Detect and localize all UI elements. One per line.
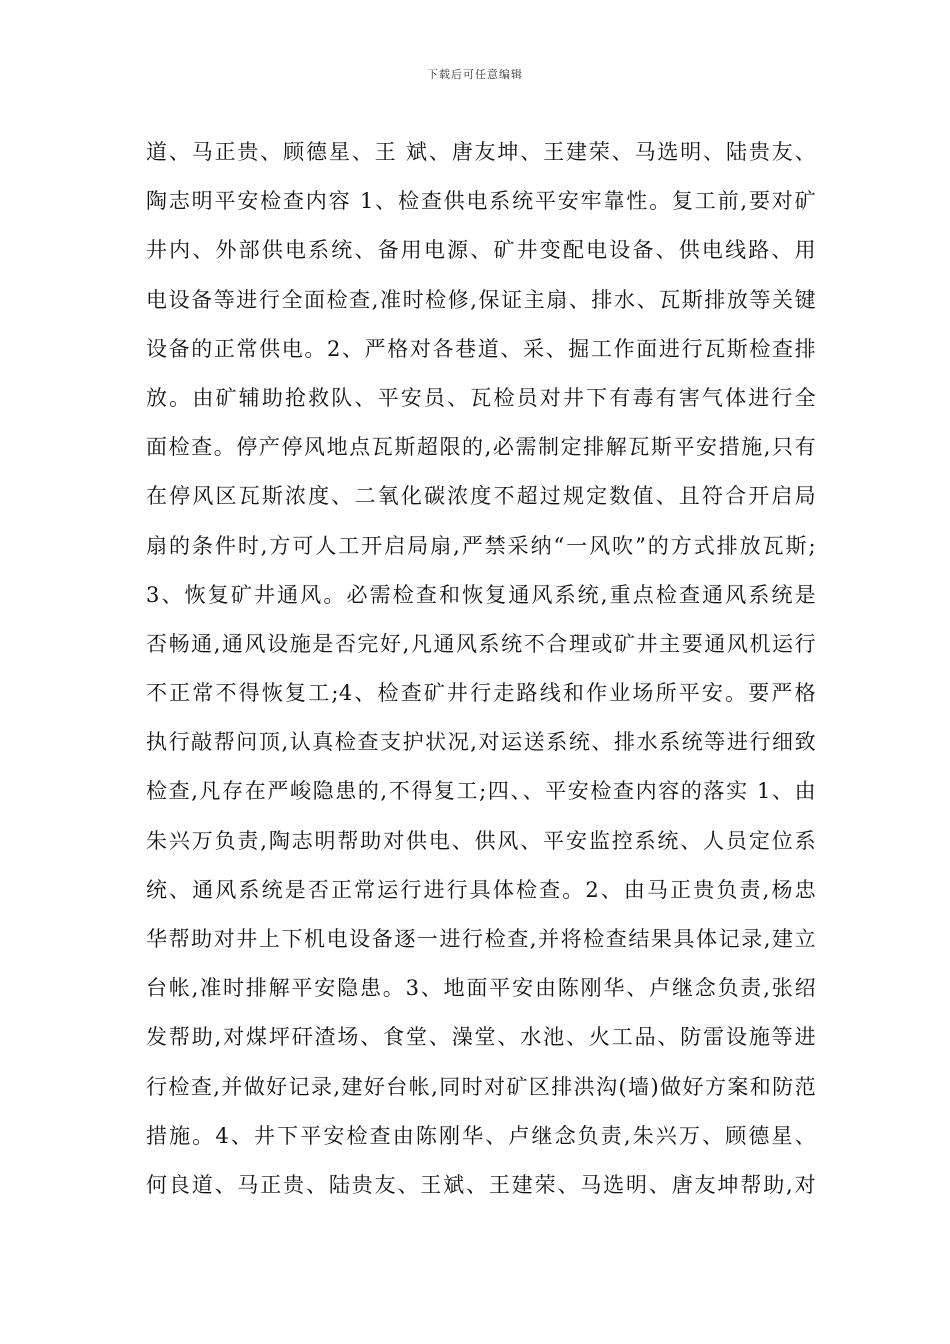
text-line: 3、恢复矿井通风。必需检查和恢复通风系统,重点检查通风系统是 bbox=[146, 582, 816, 607]
text-line: 朱兴万负责,陶志明帮助对供电、供风、平安监控系统、人员定位系 bbox=[146, 828, 816, 853]
text-line: 不正常不得恢复工;4、检查矿井行走路线和作业场所平安。要严格 bbox=[146, 681, 816, 706]
text-line: 扇的条件时,方可人工开启局扇,严禁采纳“一风吹”的方式排放瓦斯; bbox=[146, 533, 816, 558]
body-text bbox=[146, 128, 816, 1210]
text-line: 检查,凡存在严峻隐患的,不得复工;四、、平安检查内容的落实 1、由 bbox=[146, 779, 816, 804]
page-header: 下载后可任意编辑 bbox=[427, 68, 523, 81]
text-line: 何良道、马正贵、陆贵友、王斌、王建荣、马选明、唐友坤帮助,对 bbox=[146, 1172, 816, 1197]
text-line: 电设备等进行全面检查,准时检修,保证主扇、排水、瓦斯排放等关键 bbox=[146, 287, 816, 312]
text-line: 台帐,准时排解平安隐患。3、地面平安由陈刚华、卢继念负责,张绍 bbox=[146, 976, 816, 1001]
text-line: 放。由矿辅助抢救队、平安员、瓦检员对井下有毒有害气体进行全 bbox=[146, 385, 816, 410]
text-line: 设备的正常供电。2、严格对各巷道、采、掘工作面进行瓦斯检查排 bbox=[146, 336, 816, 361]
text-line: 陶志明平安检查内容 1、检查供电系统平安牢靠性。复工前,要对矿 bbox=[146, 189, 816, 214]
text-line: 统、通风系统是否正常运行进行具体检查。2、由马正贵负责,杨忠 bbox=[146, 877, 816, 902]
text-line: 在停风区瓦斯浓度、二氧化碳浓度不超过规定数值、且符合开启局 bbox=[146, 484, 816, 509]
text-line: 道、马正贵、顾德星、王 斌、唐友坤、王建荣、马选明、陆贵友、 bbox=[146, 140, 816, 164]
text-line: 措施。4、井下平安检查由陈刚华、卢继念负责,朱兴万、顾德星、 bbox=[146, 1123, 816, 1148]
text-line: 井内、外部供电系统、备用电源、矿井变配电设备、供电线路、用 bbox=[146, 238, 816, 263]
text-line: 否畅通,通风设施是否完好,凡通风系统不合理或矿井主要通风机运行 bbox=[146, 631, 816, 656]
text-line: 发帮助,对煤坪矸渣场、食堂、澡堂、水池、火工品、防雷设施等进 bbox=[146, 1025, 816, 1050]
text-line: 面检查。停产停风地点瓦斯超限的,必需制定排解瓦斯平安措施,只有 bbox=[146, 435, 816, 460]
text-line: 行检查,并做好记录,建好台帐,同时对矿区排洪沟(墙)做好方案和防范 bbox=[146, 1074, 816, 1099]
text-line: 执行敲帮问顶,认真检查支护状况,对运送系统、排水系统等进行细致 bbox=[146, 730, 816, 755]
text-line: 华帮助对井上下机电设备逐一进行检查,并将检查结果具体记录,建立 bbox=[146, 927, 816, 951]
